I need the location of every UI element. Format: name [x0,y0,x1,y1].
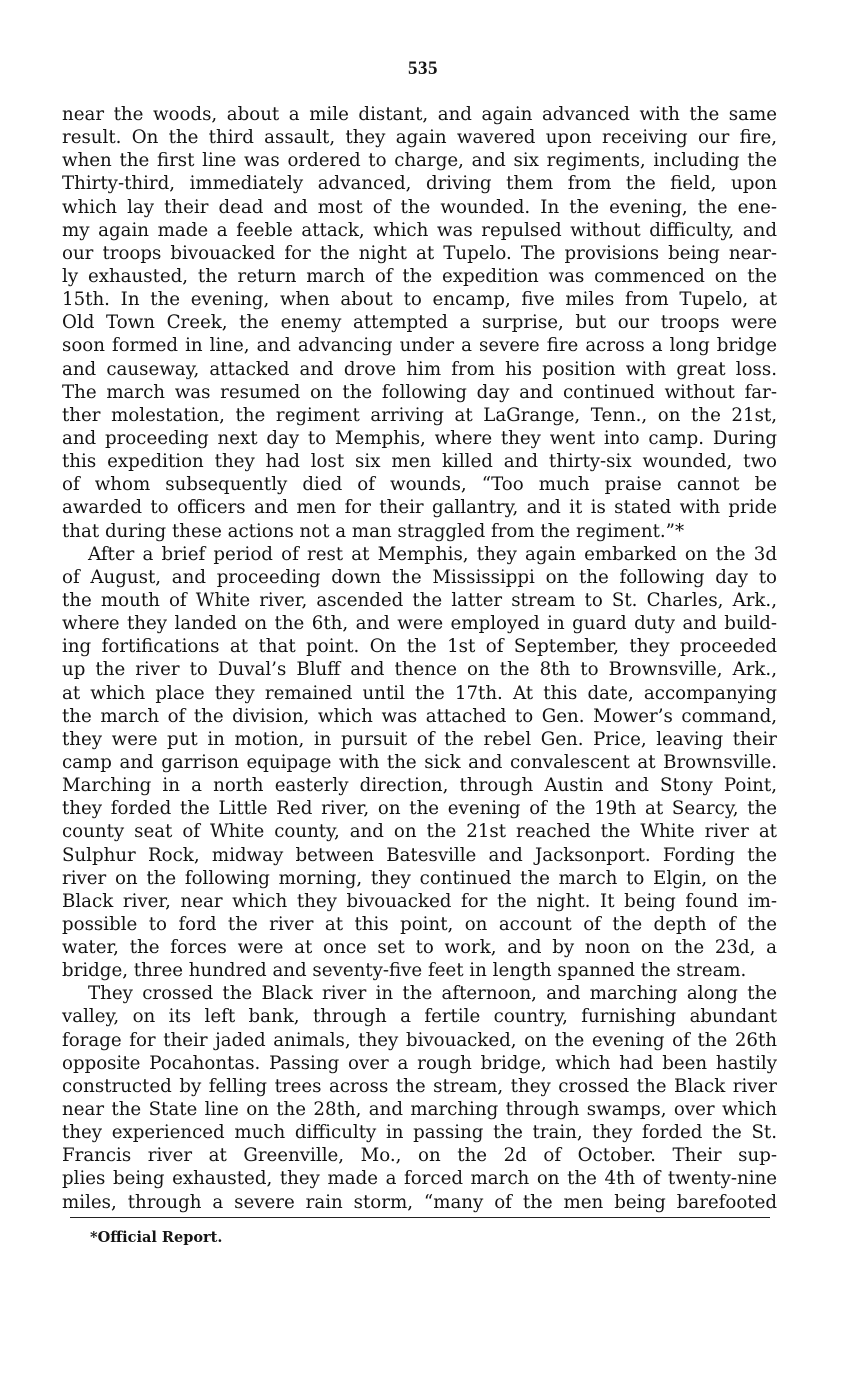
text-line: at which place they remained until the 17th. At this date, accompanying [62,682,777,704]
text-line: this expedition they had lost six men killed and thirty-six wounded, two [62,451,777,473]
body-text [62,103,777,1214]
text-line: ing fortifications at that point. On the 1st of September, they proceeded [62,636,777,658]
text-line: ther molestation, the regiment arriving at LaGrange, Tenn., on the 21st, [62,404,777,426]
text-line: they forded the Little Red river, on the evening of the 19th at Searcy, the [62,798,777,820]
text-line: plies being exhausted, they made a forced march on the 4th of twenty-nine [62,1168,777,1190]
text-line: camp and garrison equipage with the sick and convalescent at Brownsville. [62,751,777,773]
text-line: miles, through a severe rain storm, “many of the men being barefooted [62,1191,777,1213]
text-line: the mouth of White river, ascended the latter stream to St. Charles, Ark., [62,589,777,611]
text-line: and proceeding next day to Memphis, where they went into camp. During [62,427,777,449]
text-line: where they landed on the 6th, and were employed in guard duty and build- [62,613,777,635]
text-line: when the first line was ordered to charge, and six regiments, including the [62,150,777,172]
text-line: the march of the division, which was attached to Gen. Mower’s command, [62,705,777,727]
footnote: *Official Report. [90,1229,223,1246]
text-line: result. On the third assault, they again wavered upon receiving our fire, [62,127,777,149]
text-line: and causeway, attacked and drove him from his position with great loss. [62,358,777,380]
text-line: constructed by felling trees across the stream, they crossed the Black river [62,1075,777,1097]
text-line: Francis river at Greenville, Mo., on the 2d of October. Their sup- [62,1145,777,1167]
text-line: awarded to officers and men for their gallantry, and it is stated with pride [62,497,777,519]
text-line: They crossed the Black river in the afternoon, and marching along the [88,983,777,1005]
text-line: river on the following morning, they continued the march to Elgin, on the [62,867,777,889]
page-number: 535 [408,58,438,79]
text-line: The march was resumed on the following day and continued without far- [62,381,777,403]
text-line: our troops bivouacked for the night at Tupelo. The provisions being near- [62,242,777,264]
text-line: Thirty-third, immediately advanced, driving them from the field, upon [62,173,777,195]
text-line: opposite Pocahontas. Passing over a rough bridge, which had been hastily [62,1052,777,1074]
text-line: Marching in a north easterly direction, through Austin and Stony Point, [62,775,777,797]
footnote-divider [70,1217,770,1218]
text-line: near the State line on the 28th, and marching through swamps, over which [62,1099,777,1121]
text-line: county seat of White county, and on the 21st reached the White river at [62,821,777,843]
text-line: of whom subsequently died of wounds, “Too much praise cannot be [62,474,777,496]
text-line: Sulphur Rock, midway between Batesville and Jacksonport. Fording the [62,844,777,866]
text-line: valley, on its left bank, through a fertile country, furnishing abundant [62,1006,777,1028]
text-line: water, the forces were at once set to work, and by noon on the 23d, a [62,937,777,959]
text-line: they experienced much difficulty in passing the train, they forded the St. [62,1122,777,1144]
text-line: Old Town Creek, the enemy attempted a surprise, but our troops were [62,312,777,334]
text-line: which lay their dead and most of the wounded. In the evening, the ene- [62,196,777,218]
text-line: up the river to Duval’s Bluff and thence on the 8th to Brownsville, Ark., [62,659,777,681]
text-line: forage for their jaded animals, they bivouacked, on the evening of the 26th [62,1029,777,1051]
text-line: of August, and proceeding down the Mississippi on the following day to [62,566,777,588]
text-line: my again made a feeble attack, which was repulsed without difficulty, and [62,219,777,241]
text-line: Black river, near which they bivouacked for the night. It being found im- [62,890,777,912]
text-line: possible to ford the river at this point, on account of the depth of the [62,913,777,935]
text-line: that during these actions not a man straggled from the regiment.”* [62,520,685,542]
text-line: After a brief period of rest at Memphis, they again embarked on the 3d [88,543,777,565]
text-line: bridge, three hundred and seventy-five feet in length spanned the stream. [62,960,747,982]
text-line: they were put in motion, in pursuit of the rebel Gen. Price, leaving their [62,728,777,750]
text-line: near the woods, about a mile distant, and again advanced with the same [62,104,777,125]
text-line: soon formed in line, and advancing under a severe fire across a long bridge [62,335,777,357]
text-line: 15th. In the evening, when about to encamp, five miles from Tupelo, at [62,289,777,311]
text-line: ly exhausted, the return march of the expedition was commenced on the [62,265,777,287]
